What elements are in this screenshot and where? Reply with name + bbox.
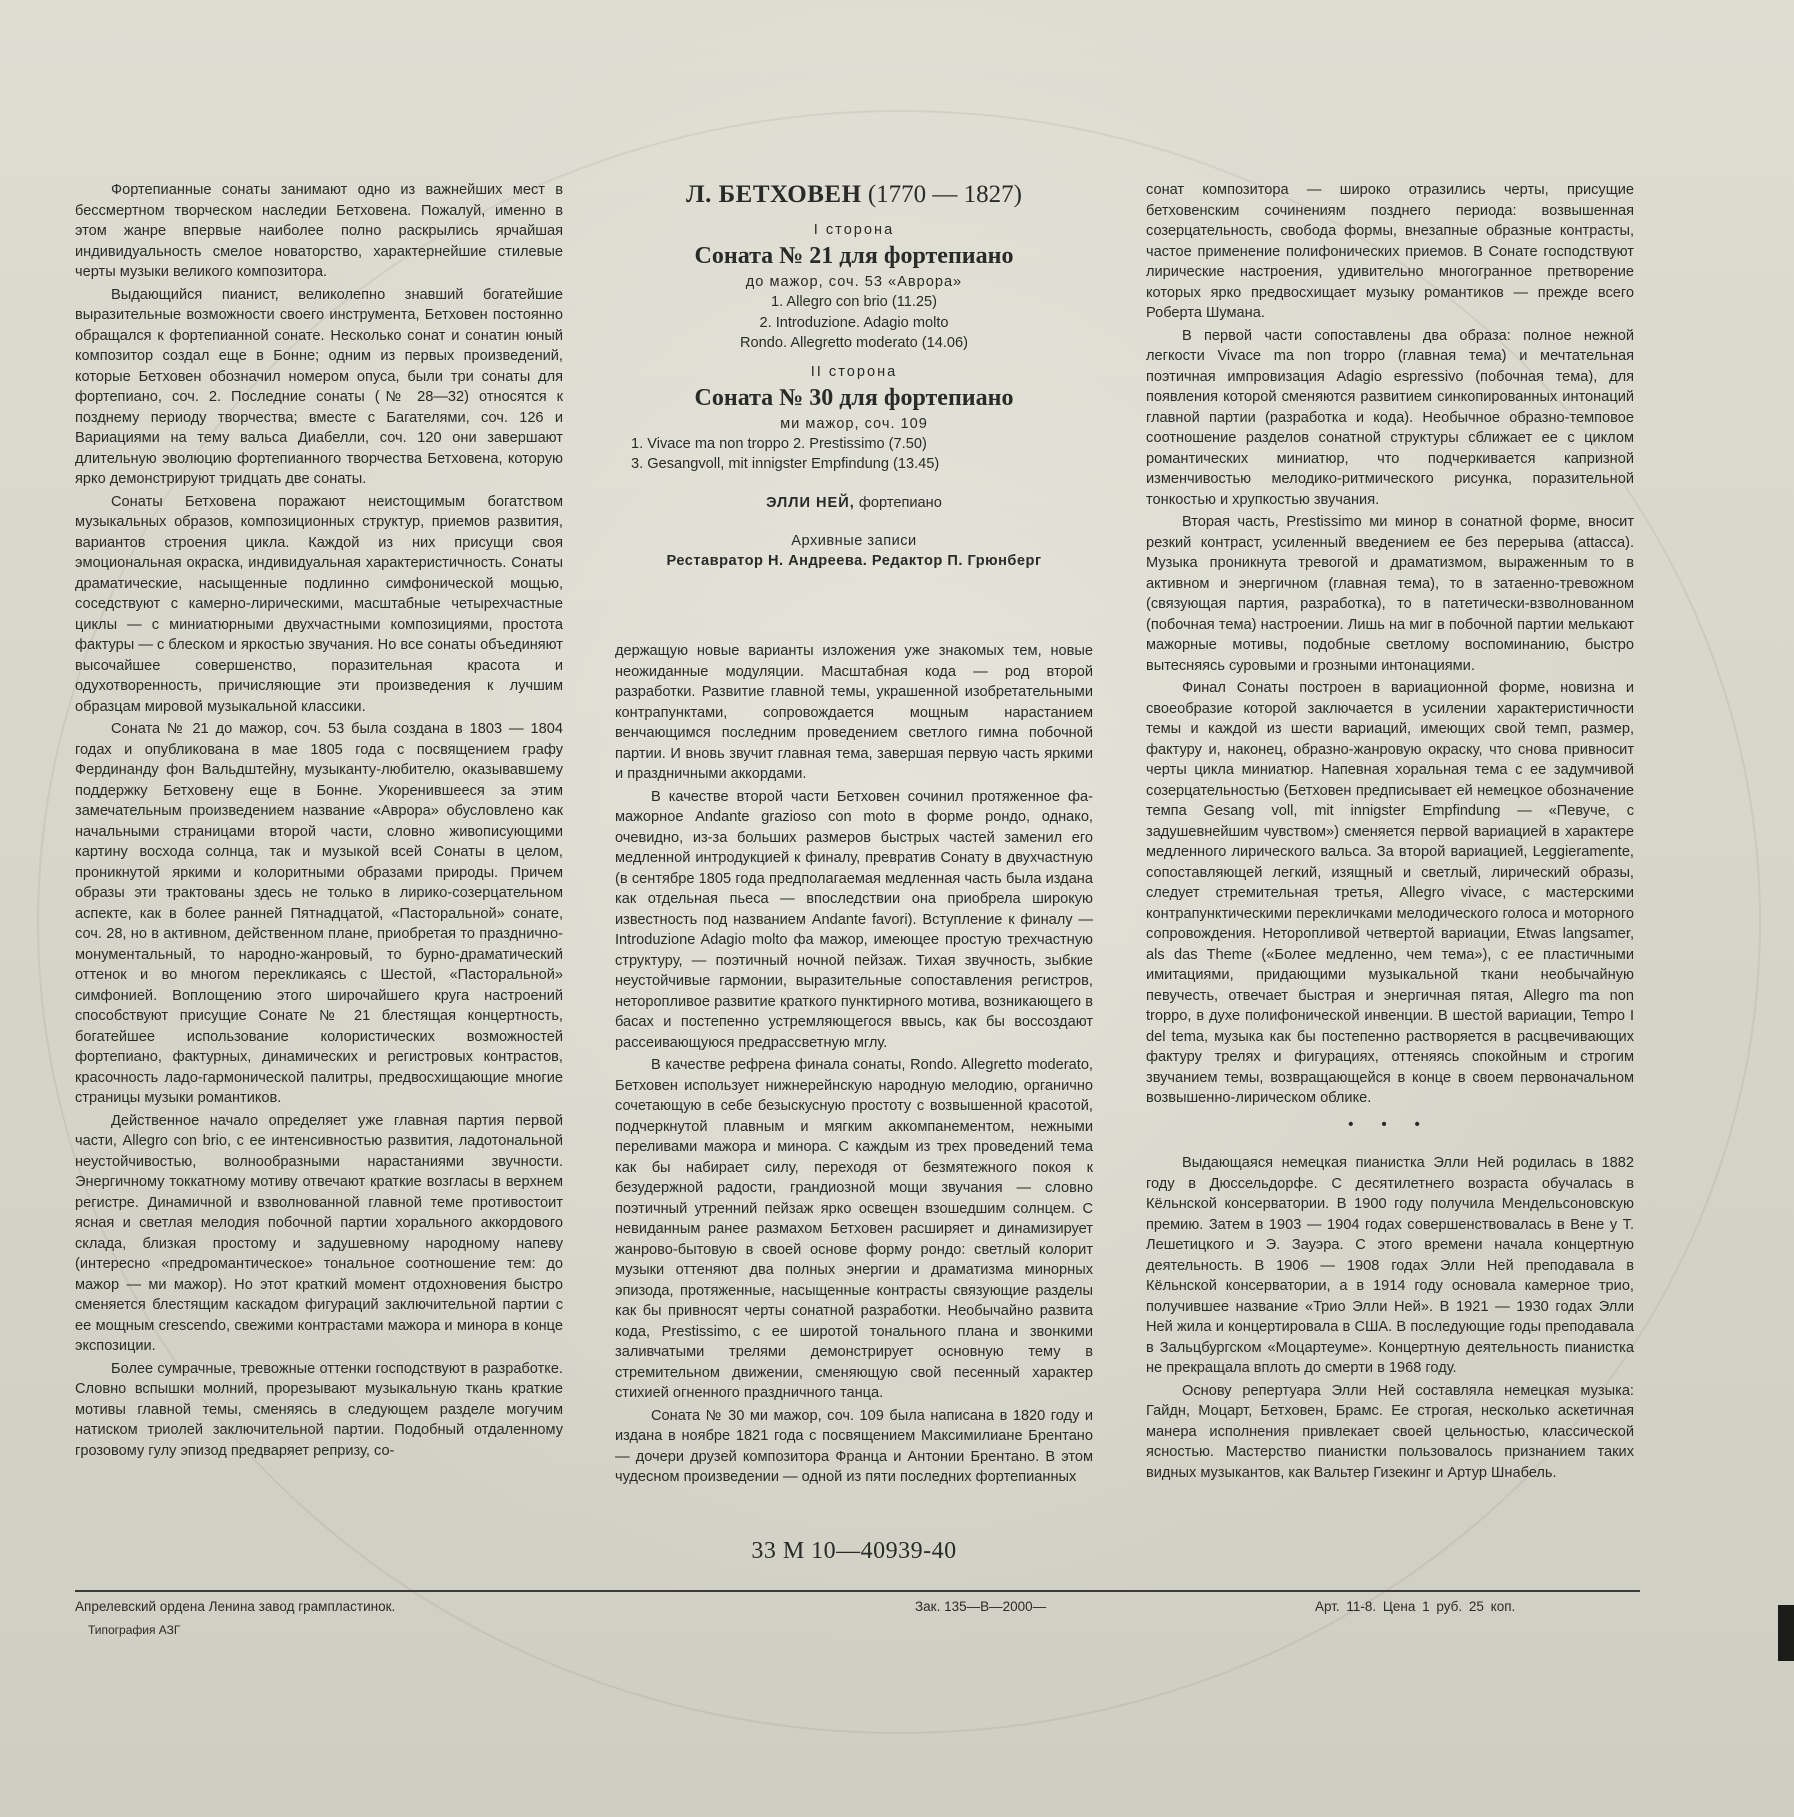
paragraph: Вторая часть, Prestissimo ми минор в сонатной форме, вносит резкий контраст, усиленный введением ее без перерыва (attacca). Музыка проникнута тревогой и драматизмом, выраженным то в активном и энергичном (главная тема), то в затаенно-тревожном (связующая партия, разработка), то в патетически-взволнованном (побочная тема) настроении. Лишь на миг в побочной партии мелькают мажорные мотивы, подобные светлому воспоминанию, быстро вытесняясь суровыми и грозными интонациями.	[1146, 514, 1634, 674]
section-separator: • • •	[1348, 1116, 1432, 1133]
liner-notes-middle-column	[615, 641, 1093, 1490]
credits-line: Реставратор Н. Андреева. Редактор П. Грюнберг	[666, 552, 1042, 569]
paragraph: Выдающаяся немецкая пианистка Элли Ней родилась в 1882 году в Дюссельдорфе. С десятилетнего возраста обучалась в Кёльнской консерватории. В 1900 году получила Мендельсоновскую премию. Затем в 1903 — 1904 годах совершенствовалась в Вене у Т. Лешетицкого и Э. Зауэра. С этого времени начала концертную деятельность. В 1906 — 1908 годах Элли Ней преподавала в Кёльнской консерватории, а в 1914 году основала камерное трио, получившее название «Трио Элли Ней». В 1921 — 1930 годах Элли Ней жила и концертировала в США. В последующие годы преподавала в Зальцбургском «Моцартеуме». Концертную деятельность пианистка не прекращала вплоть до смерти в 1968 году.	[1146, 1155, 1634, 1376]
edge-mark	[1778, 1605, 1794, 1661]
paragraph: Соната № 21 до мажор, соч. 53 была создана в 1803 — 1804 годах и опубликована в мае 1805 года с посвящением графу Фердинанду фон Вальдштейну, музыканту-любителю, оказывавшему поддержку Бетховену еще в Бонне. Укоренившееся за этим замечательным произведением название «Аврора» обусловлено как начальными страницами второй части, словно живописующими картину восхода солнца, так и музыкой всей Сонаты в целом, проникнутой яркими и колоритными образами природы. Причем образы эти трактованы здесь не только в лирико-созерцательном аспекте, как в более ранней Пятнадцатой, «Пасторальной» сонате, соч. 28, но в активном, действенном плане, приобретая то празднично-монументальный, то народно-жанровый, то бурно-драматический оттенок и во многом перекликаясь с Шестой, «Пасторальной» симфонией. Воплощению этого широчайшего круга настроений способствуют присущие Сонате № 21 блестящая концертность, богатейшее использование колористических возможностей фортепиано, фактурных, динамических и регистровых контрастов, красочность ладо-гармонической палитры, предвосхищающие многие страницы музыки романтиков.	[75, 721, 563, 1106]
composer-years: (1770 — 1827)	[867, 181, 1022, 208]
paragraph: В качестве рефрена финала сонаты, Rondo. Allegretto moderato, Бетховен использует нижнерейнскую народную мелодию, органично сочетающую в себе безыскусную простоту с возвышенной красотой, подчеркнутой плавным и мягким аккомпанементом, нежными переливами мажора и минора. С каждым из трех проведений тема как бы набирает силу, переходя от безмятежного покоя к безудержной радости, грандиозной мощи звучания — словно поэтичный утренний пейзаж ярко освещен взошедшим солнцем. С невиданным ранее размахом Бетховен расширяет и динамизирует жанрово-бытовую в своей основе форму рондо: светлый колорит музыки оттеняют два полных энергии и драматизма минорных эпизода, протяженные, насыщенные контрасты связующие разделы как бы привносят черты сонатной разработки. Необычайно развита кода, Prestissimo, с ее широтой тонального плана и звонкими заливчатыми трелями демонстрирует основную тему в стремительном движении, сменяющую свой песенный характер стихией огненного праздничного танца.	[615, 1057, 1093, 1401]
factory-imprint: Апрелевский ордена Ленина завод грампластинок.	[75, 1599, 396, 1614]
sonata-21-key: до мажор, соч. 53 «Аврора»	[745, 274, 963, 290]
composer-name: Л. БЕТХОВЕН	[686, 181, 862, 208]
paragraph: Сонаты Бетховена поражают неистощимым богатством музыкальных образов, композиционных структур, приемов развития, вариантов строения цикла. Каждой из них присущи своя эмоциональная окраска, индивидуальная характеристичность. Сонаты драматические, насыщенные подлинно симфонической мощью, соседствуют с камерно-лирическими, масштабные четырехчастные циклы — с миниатюрными двухчастными композициями, простота фактуры — с блеском и яркостью звучания. Но все сонаты объединяют высочайшее совершенство, поразительная красота и одухотворенность, причисляющие эти произведения к лучшим образцам мировой музыкальной классики.	[75, 493, 563, 715]
paragraph: Финал Сонаты построен в вариационной форме, новизна и своеобразие которой заключается в усилении характеристичности темы и каждой из шести вариаций, имеющих свой темп, размер, фактуру и, наконец, образно-жанровую окраску, что снова привносит черты цикла миниатюр. Напевная хоральная тема с ее задумчивой созерцательностью (Бетховен предписывает ей немецкое обозначение темпа Gesang voll, mit innigster Empfindung — «Певуче, с задушевнейшим чувством») сменяется первой вариацией в характере медленного лирического вальса. За второй вариацией, Leggieramente, сопоставляющей легкий, изящный и светлый, лирический образы, следует стремительная третья, Allegro vivace, с мастерскими контрапунктическими перекличками мелодического голоса и моторного сопровождения. Неторопливой четвертой вариации, Etwas langsamer, als das Theme («Более медленно, чем тема»), с ее пластичными имитациями, придающими музыкальной ткани необычайную певучесть, отвечает быстрая и энергичная пятая, Allegro ma non troppo, в духе полифонической инвенции. В шестой вариации, Tempo I del tema, музыка как бы постепенно растворяется в расцвечивающих фактуру трелях и фигурациях, оттеняясь спокойным и строгим звучанием темы, возвращающейся в конце в своем первоначальном возвышенно-лирическом облике.	[1146, 680, 1634, 1106]
performer-role: фортепиано	[858, 494, 942, 511]
track: 3. Gesangvoll, mit innigster Empfindung (13.45)	[631, 456, 940, 472]
composer-line	[615, 178, 1093, 212]
track: Rondo. Allegretto moderato (14.06)	[740, 335, 968, 351]
paragraph: сонат композитора — широко отразились черты, присущие бетховенским сочинениям позднего периода: возвышенная созерцательность, свобода формы, внезапные образные контрасты, частое применение полифонических приемов. В Сонате господствуют лирические настроения, удивительно многогранное претворение которых ярко предвосхищает музыку романтиков — прежде всего Роберта Шумана.	[1146, 182, 1634, 321]
paragraph: Основу репертуара Элли Ней составляла немецкая музыка: Гайдн, Моцарт, Бетховен, Брамс. Ее строгая, несколько аскетичная манера исполнения привлекает своей цельностью, классической ясностью. Мастерство пианистки пользовалось признанием таких видных музыкантов, как Вальтер Гизекинг и Артур Шнабель.	[1146, 1382, 1634, 1481]
paragraph: Выдающийся пианист, великолепно знавший богатейшие выразительные возможности своего инструмента, Бетховен постоянно обращался к фортепианной сонате. Несколько сонат и сонатин юный композитор создал еще в Бонне; одним из первых произведений, которые Бетховен обозначил номером опуса, были три сонаты для фортепиано, соч. 2. Последние сонаты (№ 28—32) относятся к позднему периоду творчества; вместе с Багателями, соч. 126 и Вариациями на тему вальса Диабелли, соч. 120 они завершают длительную эволюцию фортепианного творчества Бетховена, которую ярко демонстрируют тридцать две сонаты.	[75, 286, 563, 487]
track: 1. Vivace ma non troppo 2. Prestissimo (7.50)	[631, 435, 927, 452]
printer-imprint: Типография АЗГ	[88, 1623, 181, 1637]
side-2-label: II сторона	[810, 363, 898, 380]
order-number: Зак. 135—В—2000—	[915, 1599, 1047, 1614]
liner-notes-right-column	[1146, 180, 1634, 1485]
paragraph: В первой части сопоставлены два образа: полное нежной легкости Vivace ma non troppo (главная тема) и мечтательная поэтичная импровизация Adagio espressivo (побочная тема), для появления которой сменяются развитием синкопированных интонаций главной партии (разработка и кода). Необычное образно-темповое соотношение разделов сонатной структуры сближает ее с циклом романтических миниатюр, что подчеркивается капризной изменчивостью мелодико-ритмического рисунка, поразительной тонкостью и хрупкостью звучания.	[1146, 327, 1634, 508]
track: 1. Allegro con brio (11.25)	[770, 294, 938, 310]
paragraph: Более сумрачные, тревожные оттенки господствуют в разработке. Словно вспышки молний, прорезывают музыкальную ткань краткие мотивы главной темы, сменяясь в следующем разделе могучим натиском триолей заключительной партии. Подобный отдаленному грозовому гулу эпизод предваряет репризу, со-	[75, 1360, 563, 1459]
liner-notes-left-column	[75, 180, 563, 1463]
sonata-30-title: Соната № 30 для фортепиано	[694, 384, 1014, 411]
program-header	[615, 178, 1093, 571]
sonata-30-key: ми мажор, соч. 109	[780, 415, 928, 432]
footer-divider	[75, 1590, 1640, 1592]
side-1-label: I сторона	[813, 222, 895, 238]
sonata-21-title: Соната № 21 для фортепиано	[694, 243, 1014, 269]
paragraph: Фортепианные сонаты занимают одно из важнейших мест в бессмертном творческом наследии Бетховена. Пожалуй, именно в этом жанре впервые наиболее полно раскрылись ярчайшая индивидуальность смелое новаторство, характернейшие стилевые черты музыки великого композитора.	[75, 182, 563, 280]
paragraph: держащую новые варианты изложения уже знакомых тем, новые неожиданные модуляции. Масштабная кода — род второй разработки. Развитие главной темы, украшенной изобретательными контрапунктами, сопровождается мощным нарастанием венчающимся последним проведением светлого гимна побочной партии. И вновь звучит главная тема, завершая первую часть яркими и праздничными аккордами.	[615, 643, 1093, 782]
catalog-number: 33 М 10—40939-40	[751, 1538, 957, 1564]
track: 2. Introduzione. Adagio molto	[759, 314, 949, 331]
archive-note: Архивные записи	[791, 532, 917, 549]
paragraph: В качестве второй части Бетховен сочинил протяженное фа-мажорное Andante grazioso con moto в форме рондо, однако, очевидно, из-за больших размеров быстрых частей заменил его медленной интродукцией к финалу, превратив Сонату в двухчастную (в сентябре 1805 года предполагаемая медленная часть была издана как отдельная пьеса — впоследствии она приобрела широкую известность под названием Andante favori). Вступление к финалу — Introduzione Adagio molto фа мажор, имеющее простую трехчастную структуру, — поэтичный ночной пейзаж. Тихая звучность, зыбкие неустойчивые гармонии, выразительные сопоставления регистров, неторопливое развитие краткого пунктирного мотива, возникающего в басах и постепенно устремляющегося ввысь, как бы воссоздают рассеивающуюся предрассветную мглу.	[615, 788, 1093, 1051]
paragraph: Соната № 30 ми мажор, соч. 109 была написана в 1820 году и издана в ноябре 1821 года с посвящением Максимилиане Брентано — дочери друзей композитора Франца и Антонии Брентано. В этом чудесном произведении — одной из пяти последних фортепианных	[615, 1407, 1093, 1485]
paragraph: Действенное начало определяет уже главная партия первой части, Allegro con brio, с ее интенсивностью развития, ладотональной неустойчивостью, волнообразными нарастаниями звучности. Энергичному токкатному мотиву отвечают краткие возгласы в верхнем регистре. Динамичной и взволнованной главной теме противостоит ясная и светлая мелодия побочной партии хорального аккордового склада, близкая простому и задушевному народному напеву (интересно «предромантическое» тональное соотношение тем: до мажор — ми мажор). Но этот краткий момент отдохновения быстро сменяется блестящим каскадом фигураций заключительной партии с ее мощным crescendo, свежими контрастами мажора и минора в конце экспозиции.	[75, 1112, 563, 1354]
price-line: Арт. 11-8. Цена 1 руб. 25 коп.	[1315, 1599, 1516, 1614]
performer-name: ЭЛЛИ НЕЙ,	[766, 494, 855, 511]
performer-line	[615, 493, 1093, 513]
